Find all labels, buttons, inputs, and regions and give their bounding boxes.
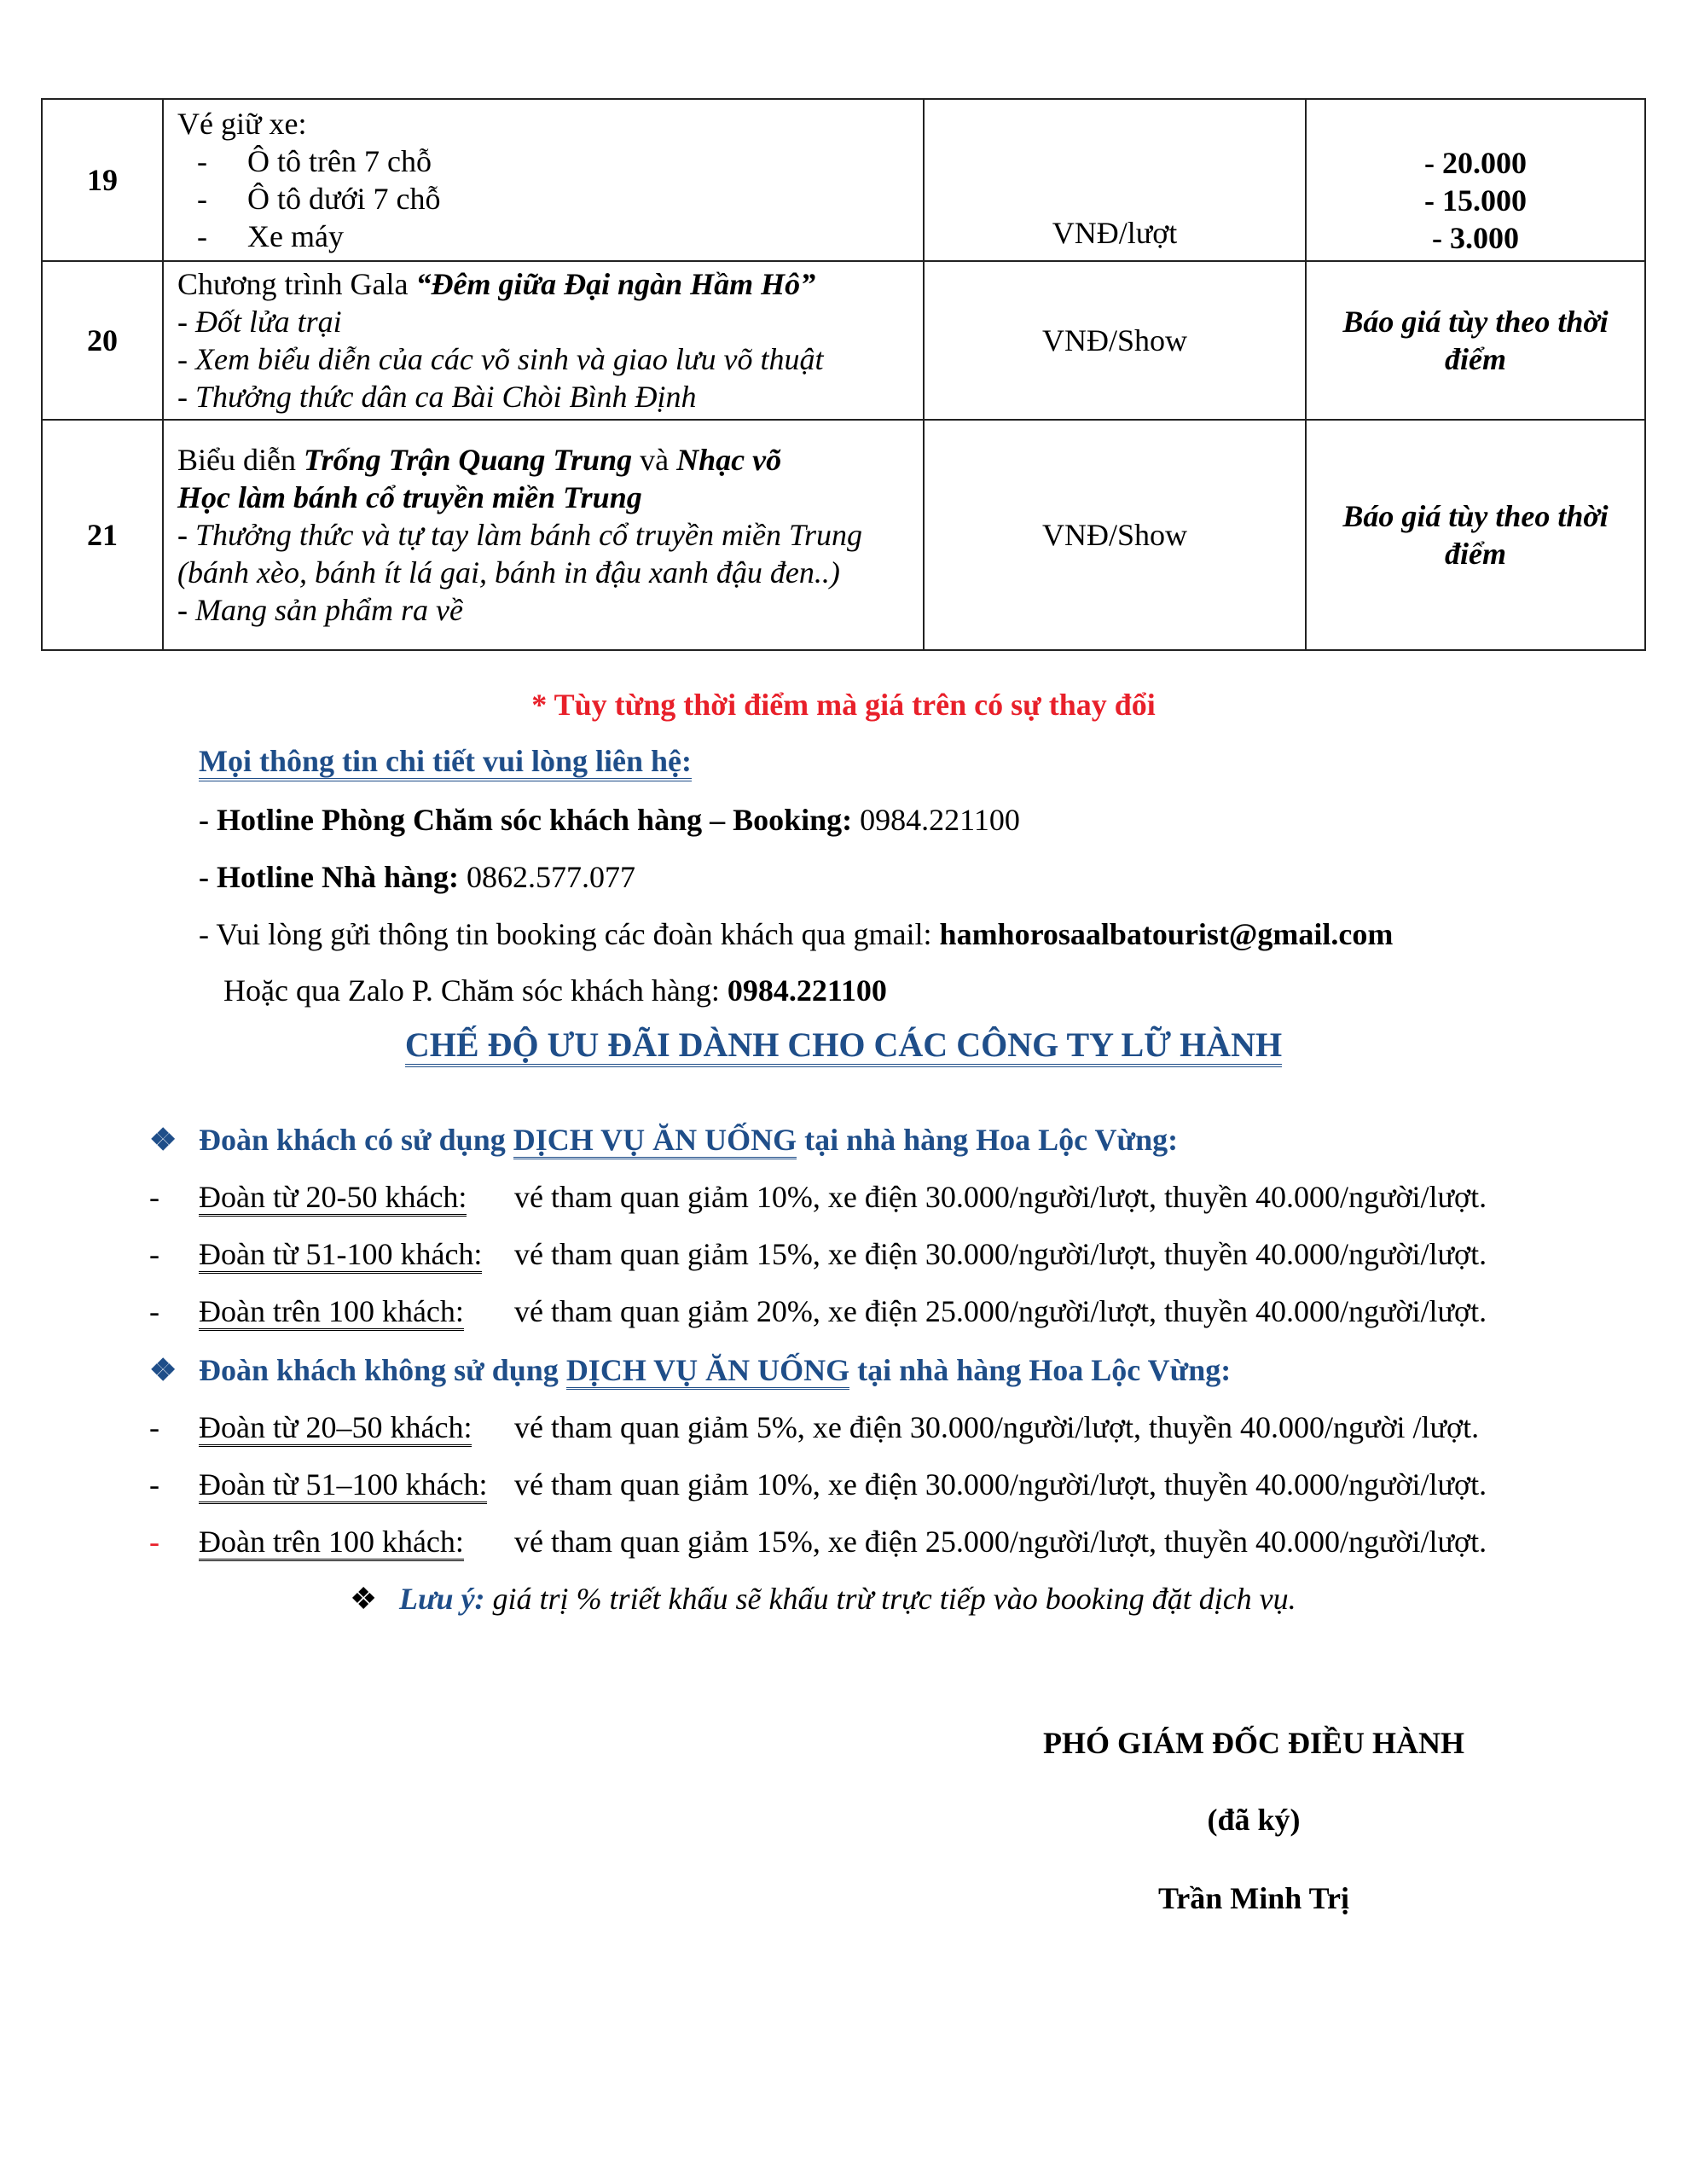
policy-row [149,1524,1487,1560]
list-item-text: Mang sản phẩm ra về [195,593,463,627]
policy-title [0,1026,1687,1067]
zalo-prefix: Hoặc qua Zalo P. Chăm sóc khách hàng: [223,973,728,1008]
policy-text: vé tham quan giảm 15%, xe điện 30.000/người/lượt, thuyền 40.000/người/lượt. [514,1237,1487,1271]
policy-row [149,1293,1487,1329]
dash-bullet: - [149,1294,159,1328]
note-text: giá trị % triết khấu sẽ khấu trừ trực tiếp vào booking đặt dịch vụ. [484,1582,1296,1616]
group-size-label: Đoàn từ 20-50 khách: [199,1180,467,1217]
dash-bullet: - [149,1410,159,1444]
row-number: 20 [42,261,163,420]
dash-bullet: - [149,1467,159,1502]
section-heading-text: tại nhà hàng Hoa Lộc Vừng: [797,1123,1179,1157]
discount-note [350,1581,1296,1617]
row-price [1306,99,1645,261]
list-item [177,516,909,591]
list-item-text: Ô tô trên 7 chỗ [247,144,432,178]
email-line [199,916,1393,952]
row-title [177,441,909,479]
row-price: Báo giá tùy theo thời điểm [1306,420,1645,650]
list-item-text: Xe máy [247,219,344,253]
dash-bullet: - [197,144,207,178]
section-heading [149,1122,1178,1158]
list-item [177,142,909,180]
group-size-label: Đoàn từ 51–100 khách: [199,1467,487,1504]
policy-text: vé tham quan giảm 10%, xe điện 30.000/người/lượt, thuyền 40.000/người/lượt. [514,1467,1487,1502]
note-label: Lưu ý: [399,1582,485,1616]
row-number: 19 [42,99,163,261]
dash-bullet: - [149,1525,159,1559]
list-item: - Xem biểu diễn của các võ sinh và giao lưu võ thuật [177,342,824,376]
row-description [163,420,924,650]
section-heading-text: Đoàn khách có sử dụng [199,1123,513,1157]
group-size-label: Đoàn từ 51-100 khách: [199,1237,482,1274]
list-item: - Đốt lửa trại [177,305,342,339]
row-title-emphasis: Nhạc võ [676,443,782,477]
policy-row [149,1409,1479,1445]
hotline-restaurant-label: - Hotline Nhà hàng: [199,860,460,894]
signature-status: (đã ký) [1207,1803,1301,1837]
list-item [177,180,909,218]
zalo-number[interactable]: 0984.221100 [727,973,887,1008]
diamond-bullet-icon: ❖ [350,1582,378,1616]
dash-bullet: - [149,1237,159,1271]
list-item [177,591,909,629]
dash-bullet: - [197,182,207,216]
group-size-label: Đoàn trên 100 khách: [199,1294,464,1331]
list-item [177,218,909,255]
row-description [163,99,924,261]
hotline-booking-label: - Hotline Phòng Chăm sóc khách hàng – Booking: [199,803,853,837]
policy-text: vé tham quan giảm 15%, xe điện 25.000/người/lượt, thuyền 40.000/người/lượt. [514,1525,1487,1559]
policy-text: vé tham quan giảm 10%, xe điện 30.000/người/lượt, thuyền 40.000/người/lượt. [514,1180,1487,1214]
row-description [163,261,924,420]
email-prefix: - Vui lòng gửi thông tin booking các đoàn khách qua gmail: [199,917,940,951]
email-link[interactable]: hamhorosaalbatourist@gmail.com [939,917,1394,951]
section-heading [149,1352,1231,1388]
row-title-emphasis: Trống Trận Quang Trung [303,443,633,477]
policy-text: vé tham quan giảm 20%, xe điện 25.000/người/lượt, thuyền 40.000/người/lượt. [514,1294,1487,1328]
section-heading-text: tại nhà hàng Hoa Lộc Vừng: [849,1353,1232,1387]
hotline-booking-number[interactable]: 0984.221100 [852,803,1020,837]
group-size-label: Đoàn trên 100 khách: [199,1525,464,1561]
list-item-text: Thưởng thức và tự tay làm bánh cổ truyền miền Trung (bánh xèo, bánh ít lá gai, bánh in đậu xanh đậu đen..) [177,518,863,590]
row-number: 21 [42,420,163,650]
list-item: - Thưởng thức dân ca Bài Chòi Bình Định [177,380,697,414]
zalo-line [223,973,887,1008]
diamond-bullet-icon: ❖ [149,1353,177,1387]
table-row [42,420,1645,650]
price-value: - 20.000 [1424,146,1527,180]
signature-name: Trần Minh Trị [1157,1881,1350,1915]
price-value: - 3.000 [1432,221,1519,255]
row-unit: VNĐ/Show [924,261,1306,420]
section-heading-underlined: DỊCH VỤ ĂN UỐNG [566,1353,849,1390]
section-heading-text: Đoàn khách không sử dụng [199,1353,566,1387]
dash-bullet: - [197,219,207,253]
row-price: Báo giá tùy theo thời điểm [1306,261,1645,420]
list-item-text: Ô tô dưới 7 chỗ [247,182,441,216]
row-subtitle: Học làm bánh cổ truyền miền Trung [177,480,642,514]
price-change-notice: * Tùy từng thời điểm mà giá trên có sự thay đổi [531,688,1156,722]
row-title [177,265,909,303]
dash-bullet: - [149,1180,159,1214]
row-title: Vé giữ xe: [177,107,307,141]
price-value: - 15.000 [1424,183,1527,218]
signature-title: PHÓ GIÁM ĐỐC ĐIỀU HÀNH [1043,1726,1464,1760]
contact-heading: Mọi thông tin chi tiết vui lòng liên hệ: [199,744,692,781]
policy-row [149,1179,1487,1215]
table-row [42,99,1645,261]
diamond-bullet-icon: ❖ [149,1123,177,1157]
table-row [42,261,1645,420]
hotline-booking [199,802,1020,838]
policy-text: vé tham quan giảm 5%, xe điện 30.000/người/lượt, thuyền 40.000/người /lượt. [514,1410,1480,1444]
row-title-part: và [632,443,677,477]
row-unit: VNĐ/lượt [924,99,1306,261]
policy-row [149,1467,1487,1502]
dash-bullet: - [177,593,195,627]
hotline-restaurant [199,859,635,895]
price-table [41,98,1646,651]
row-title-emphasis: “Đêm giữa Đại ngàn Hầm Hô” [415,267,816,301]
dash-bullet: - [177,518,195,552]
group-size-label: Đoàn từ 20–50 khách: [199,1410,472,1447]
row-title-prefix: Chương trình Gala [177,267,416,301]
row-title-part: Biểu diễn [177,443,304,477]
section-heading-underlined: DỊCH VỤ ĂN UỐNG [513,1123,797,1159]
policy-row [149,1236,1487,1272]
policy-title-text: CHẾ ĐỘ ƯU ĐÃI DÀNH CHO CÁC CÔNG TY LỮ HÀNH [405,1026,1282,1067]
hotline-restaurant-number[interactable]: 0862.577.077 [459,860,636,894]
row-unit: VNĐ/Show [924,420,1306,650]
